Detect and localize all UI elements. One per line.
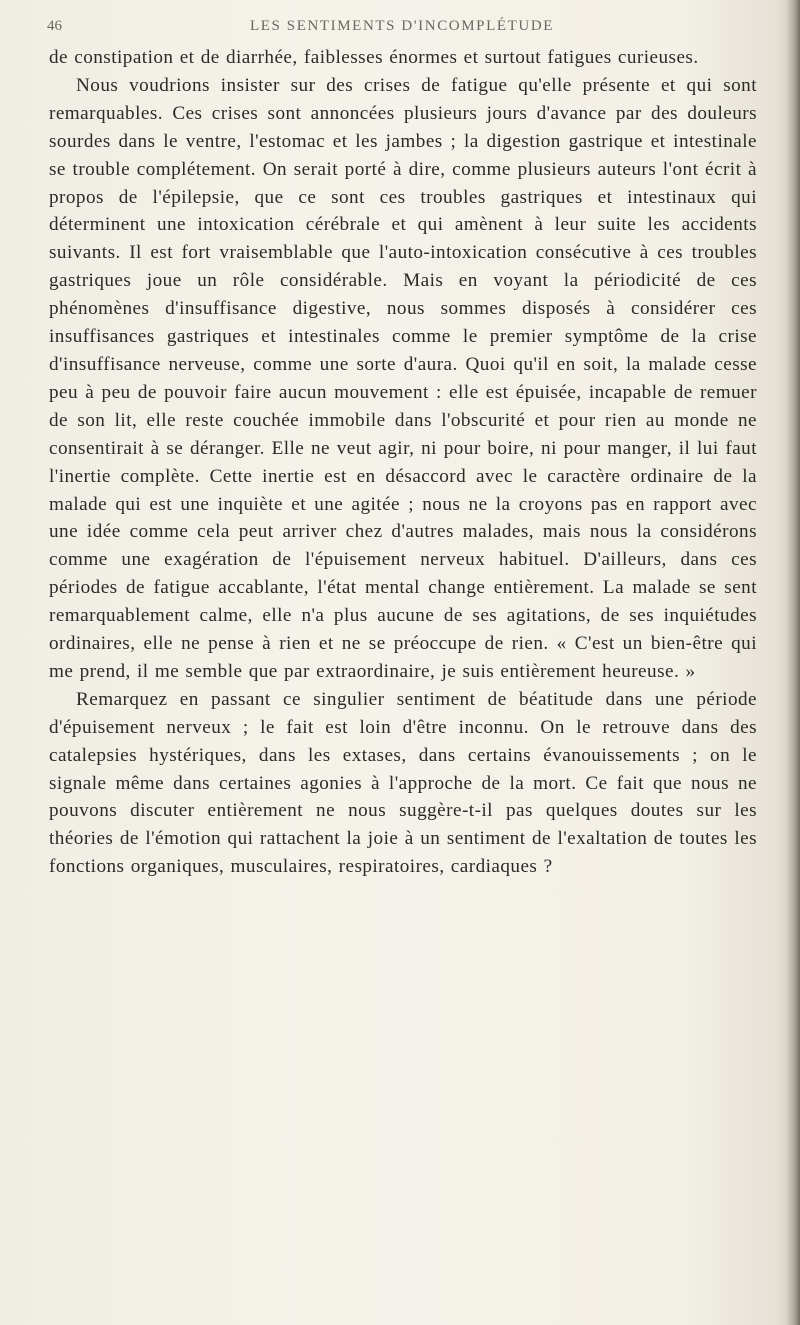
paragraph-beatitude: Remarquez en passant ce singulier sentiment de béatitude dans une période d'épuisement nerveux ; le fait est loin d'être inconnu. On le retrouve dans des catalepsies hystériques, dans les extases, dans certains évanouissements ; on le signale même dans certaines agonies à l'approche de la mort. Ce fait que nous ne pouvons discuter entièrement ne nous suggère-t-il pas quelques doutes sur les théories de l'émotion qui rattachent la joie à un sentiment de l'exaltation de toutes les fonctions organiques, musculaires, respiratoires, cardiaques ?	[49, 688, 757, 878]
running-title: LES SENTIMENTS D'INCOMPLÉTUDE	[249, 18, 555, 34]
page-edge-shadow	[786, 0, 800, 1325]
body-text	[49, 44, 757, 881]
paragraph-continuation: de constipation et de diarrhée, faiblesses énormes et surtout fatigues curieuses.	[49, 47, 699, 68]
page-header	[47, 18, 757, 42]
page-number: 46	[47, 18, 62, 34]
paragraph-fatigue-crises: Nous voudrions insister sur des crises de fatigue qu'elle présente et qui sont remarquables. Ces crises sont annoncées plusieurs jours d'avance par des douleurs sourdes dans le ventre, l'estomac et les jambes ; la digestion gastrique et intestinale se trouble complétement. On serait porté à dire, comme plusieurs auteurs l'ont écrit à propos de l'épilepsie, que ce sont ces troubles gastriques et intestinaux qui déterminent une intoxication cérébrale et qui amènent à leur suite les accidents suivants. Il est fort vraisemblable que l'auto-intoxication consécutive à ces troubles gastriques joue un rôle considérable. Mais en voyant la périodicité de ces phénomènes d'insuffisance digestive, nous sommes disposés à considérer ces insuffisances gastriques et intestinales comme le premier symptôme de la crise d'insuffisance nerveuse, comme une sorte d'aura. Quoi qu'il en soit, la malade cesse peu à peu de pouvoir faire aucun mouvement : elle est épuisée, incapable de remuer de son lit, elle reste couchée immobile dans l'obscurité et pour rien au monde ne consentirait à se déranger. Elle ne veut agir, ni pour boire, ni pour manger, il lui faut l'inertie complète. Cette inertie est en désaccord avec le caractère ordinaire de la malade qui est une inquiète et une agitée ; nous ne la croyons pas en rapport avec une idée comme cela peut arriver chez d'autres malades, mais nous la considérons comme une exagération de l'épuisement nerveux habituel. D'ailleurs, dans ces périodes de fatigue accablante, l'état mental change entièrement. La malade se sent remarquablement calme, elle n'a plus aucune de ses agitations, de ses inquiétudes ordinaires, elle ne pense à rien et ne se préoccupe de rien. « C'est un bien-être qui me prend, il me semble que par extraordinaire, je suis entièrement heureuse. »	[49, 74, 757, 682]
